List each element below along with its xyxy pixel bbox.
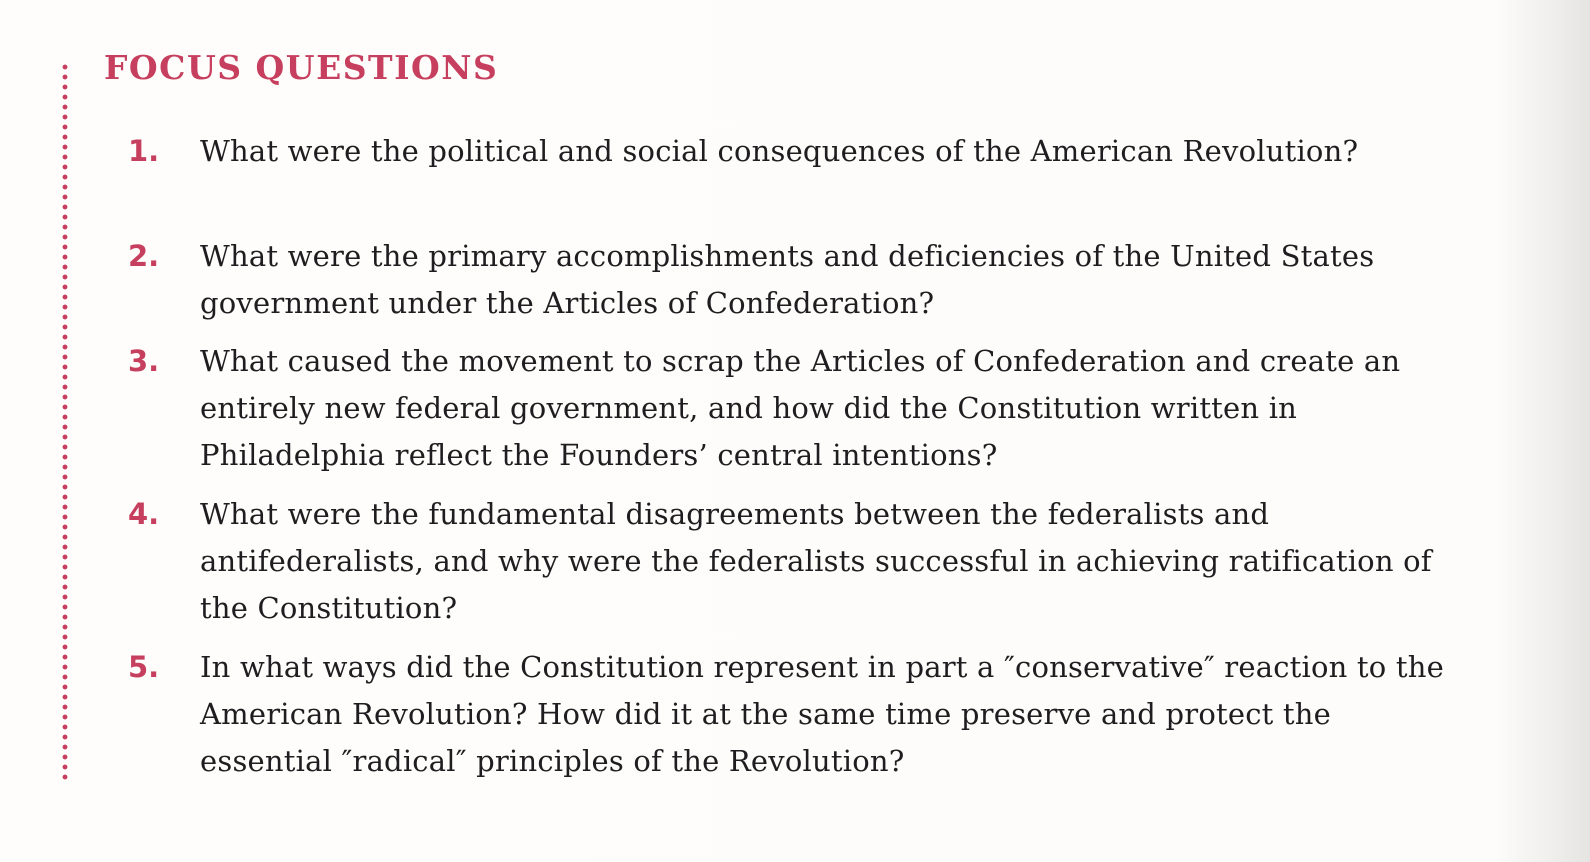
question-text: What were the primary accomplishments and deficiencies of the United States government under the Articles of Confederation? bbox=[200, 239, 1375, 320]
dotted-rule bbox=[62, 62, 68, 784]
section-heading: FOCUS QUESTIONS bbox=[104, 48, 499, 87]
question-number: 4. bbox=[128, 497, 160, 531]
question-text: In what ways did the Constitution represent in part a ″conservative″ reaction to the American Revolution? How did it at the same time preserve and protect the essential ″radical″ principles of the Revolution? bbox=[200, 650, 1444, 778]
question-number: 1. bbox=[128, 134, 160, 168]
question-number: 3. bbox=[128, 344, 160, 378]
question-text: What were the fundamental disagreements between the federalists and antifederalists, and why were the federalists successful in achieving ratification of the Constitution? bbox=[200, 497, 1432, 625]
question-number: 2. bbox=[128, 239, 160, 273]
question-text: What were the political and social consequences of the American Revolution? bbox=[200, 134, 1359, 168]
question-text: What caused the movement to scrap the Articles of Confederation and create an entirely new federal government, and how did the Constitution written in Philadelphia reflect the Founders’ central intentions? bbox=[200, 344, 1401, 472]
question-number: 5. bbox=[128, 650, 160, 684]
